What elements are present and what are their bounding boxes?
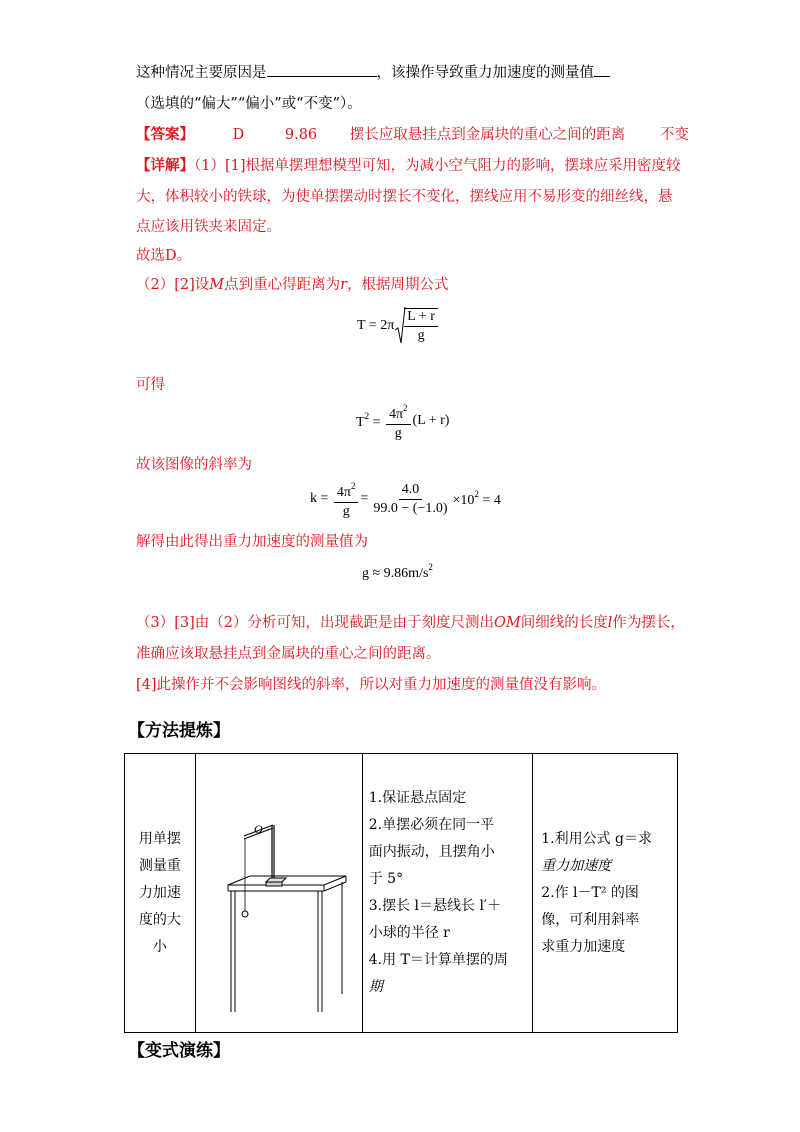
answer-line: 【答案】 D 9.86 摆长应取悬挂点到金属块的重心之间的距离 不变 xyxy=(136,126,689,143)
detail-ke-de: 可得 xyxy=(136,377,165,393)
detail-slope: 故该图像的斜率为 xyxy=(136,457,252,473)
formula-period: T = 2π $\frac{L + r}{g}$ xyxy=(357,306,440,346)
method-table-row xyxy=(125,754,678,1033)
method-table xyxy=(124,753,678,1033)
pendulum-figure-cell xyxy=(195,754,362,1033)
detail-solve: 解得由此得出重力加速度的测量值为 xyxy=(136,534,368,550)
pendulum-apparatus-figure xyxy=(196,754,362,1022)
question-line-1: 这种情况主要原因是 ，该操作导致重力加速度的测量值 xyxy=(136,62,610,83)
detail-line-5: （2）[2]设M点到重心得距离为r，根据周期公式 xyxy=(136,277,449,293)
question-line-2: （选填的“偏大”“偏小”或“不变”）。 xyxy=(136,96,362,112)
variant-heading: 【变式演练】 xyxy=(128,1041,230,1061)
detail-line-3: 点应该用铁夹来固定。 xyxy=(136,219,281,235)
formula-t-squared: $T^2$ = $\frac{4\pi^2}{g}$ (L + r) xyxy=(356,400,449,442)
answer-blank-1 xyxy=(267,62,377,77)
detail-line-p3-1: （3）[3]由（2）分析可知，出现截距是由于刻度尺测出OM间细线的长度l作为摆长， xyxy=(136,615,685,631)
formula-slope: k = $\frac{4\pi^2}{g}$ = $\frac{4.0}{99.0 - (-1.0)}$ $\times 10^2 = 4$ xyxy=(310,478,501,520)
answer-blank-2 xyxy=(594,62,610,77)
method-steps-cell: 1.保证悬点固定 2.单摆必须在同一平 面内振动，且摆角小 于 5° 3.摆长 l＝悬线长 l′＋ 小球的半径 r 4.用 T＝计算单摆的周 期 xyxy=(362,754,533,1033)
pivot-label: O xyxy=(253,822,263,836)
method-heading: 【方法提炼】 xyxy=(128,721,230,741)
detail-line-1: 【详解】（1）[1]根据单摆理想模型可知，为减小空气阻力的影响，摆球应采用密度较 xyxy=(136,157,681,174)
detail-line-2: 大，体积较小的铁球，为使单摆摆动时摆长不变化，摆线应用不易形变的细丝线，悬 xyxy=(136,189,673,205)
method-topic-cell: 用单摆 测量重 力加速 度的大 小 xyxy=(125,754,196,1033)
detail-line-p3-2: 准确应该取悬挂点到金属块的重心之间的距离。 xyxy=(136,646,441,662)
formula-g-result: $g \approx 9.86m/s^2$ xyxy=(362,562,433,581)
method-analysis-cell: 1.利用公式 g＝求 重力加速度 2.作 l－T² 的图 像，可利用斜率 求重力加速度 xyxy=(533,754,678,1033)
detail-line-p4: [4]此操作并不会影响图线的斜率，所以对重力加速度的测量值没有影响。 xyxy=(136,677,607,693)
detail-line-4: 故选D。 xyxy=(136,248,192,264)
